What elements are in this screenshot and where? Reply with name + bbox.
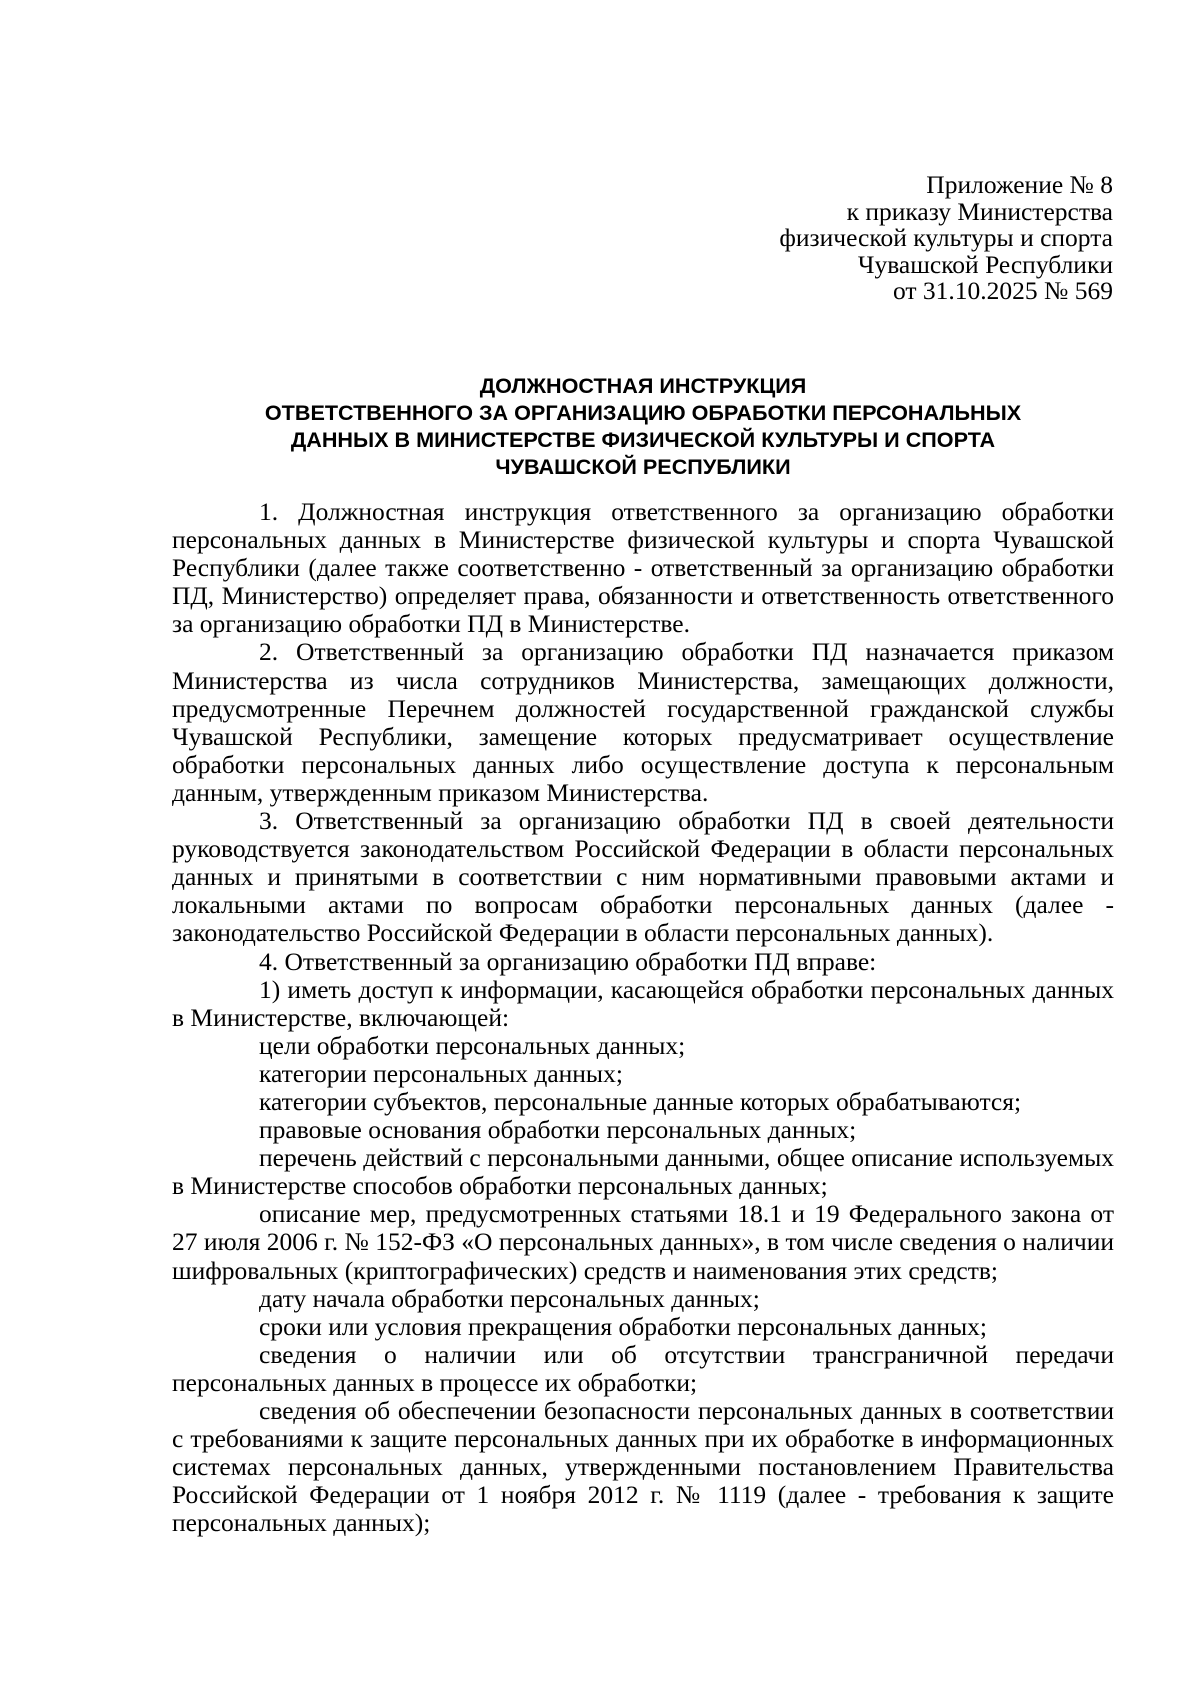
appendix-republic-line: Чувашской Республики <box>857 249 1113 279</box>
appendix-number: Приложение № 8 <box>926 170 1113 199</box>
paragraph-1: 1. Должностная инструкция ответственного за организацию обработки персональных данных в Министерстве физической культуры и спорта Чувашской Республики (далее также соответственно - ответственный за организацию обработки ПД, Министерство) определяет права, обязанности и ответственность ответственного за организацию обработки ПД в Министерстве. <box>172 497 1114 639</box>
title-line: ОТВЕТСТВЕННОГО ЗА ОРГАНИЗАЦИЮ ОБРАБОТКИ ПЕРСОНАЛЬНЫХ <box>264 400 1022 425</box>
list-item: цели обработки персональных данных; <box>259 1030 686 1060</box>
appendix-ministry-line: физической культуры и спорта <box>779 223 1113 252</box>
paragraph-4-1: 1) иметь доступ к информации, касающейся обработки персональных данных в Министерстве, включающей: <box>172 974 1114 1032</box>
document-title <box>172 372 1114 480</box>
document-body <box>172 498 1114 1537</box>
paragraph-4: 4. Ответственный за организацию обработки ПД вправе: <box>259 946 877 976</box>
list-item: описание мер, предусмотренных статьями 18.1 и 19 Федерального закона от 27 июля 2006 г. № 152-ФЗ «О персональных данных», в том числе сведения о наличии шифровальных (криптографических) средств и наименования этих средств; <box>172 1199 1114 1285</box>
list-item: сведения об обеспечении безопасности персональных данных в соответствии с требованиями к защите персональных данных при их обработке в информационных системах персональных данных, утвержденными постановлением Правительства Российской Федерации от 1 ноября 2012 г. № 1119 (далее - требования к защите персональных данных); <box>172 1396 1114 1538</box>
list-item: категории персональных данных; <box>259 1058 623 1088</box>
appendix-header <box>513 172 1113 305</box>
appendix-order-date: от 31.10.2025 № 569 <box>892 276 1113 305</box>
list-item: правовые основания обработки персональных данных; <box>259 1115 857 1145</box>
list-item: дату начала обработки персональных данных; <box>259 1283 760 1313</box>
paragraph-3: 3. Ответственный за организацию обработки ПД в своей деятельности руководствуется законодательством Российской Федерации в области персональных данных и принятыми в соответствии с ним нормативными правовыми актами и локальными актами по вопросам обработки персональных данных (далее - законодательство Российской Федерации в области персональных данных). <box>172 806 1114 948</box>
list-item: сроки или условия прекращения обработки персональных данных; <box>259 1311 987 1341</box>
title-line: ЧУВАШСКОЙ РЕСПУБЛИКИ <box>495 454 791 479</box>
list-item: категории субъектов, персональные данные которых обрабатываются; <box>259 1086 1022 1116</box>
list-item: перечень действий с персональными данными, общее описание используемых в Министерстве способов обработки персональных данных; <box>172 1143 1114 1201</box>
appendix-order-ref: к приказу Министерства <box>846 196 1113 226</box>
list-item: сведения о наличии или об отсутствии трансграничной передачи персональных данных в процессе их обработки; <box>172 1339 1114 1397</box>
paragraph-2: 2. Ответственный за организацию обработки ПД назначается приказом Министерства из числа сотрудников Министерства, замещающих должности, предусмотренные Перечнем должностей государственной гражданской службы Чувашской Республики, замещение которых предусматривает осуществление обработки персональных данных либо осуществление доступа к персональным данным, утвержденным приказом Министерства. <box>172 637 1114 807</box>
title-line: ДАННЫХ В МИНИСТЕРСТВЕ ФИЗИЧЕСКОЙ КУЛЬТУРЫ И СПОРТА <box>290 427 996 452</box>
title-line: ДОЛЖНОСТНАЯ ИНСТРУКЦИЯ <box>479 373 807 398</box>
